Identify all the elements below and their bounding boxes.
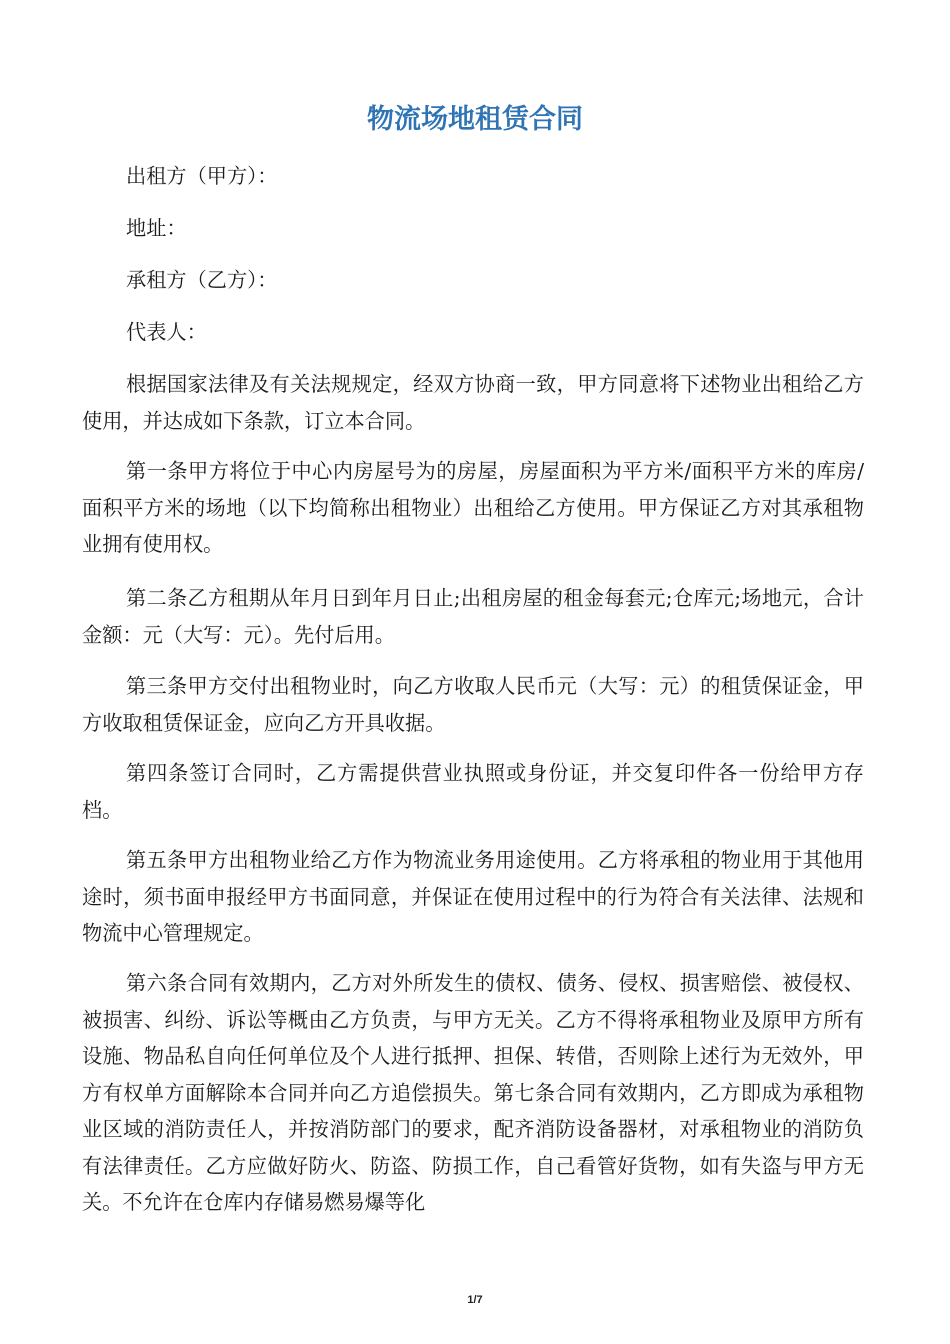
lessor-field: 出租方（甲方）：	[126, 164, 278, 188]
lessee-field: 承租方（乙方）：	[126, 268, 278, 292]
preamble-paragraph: 根据国家法律及有关法规规定，经双方协商一致，甲方同意将下述物业出租给乙方使用，并达成如下条款，订立本合同。	[82, 372, 864, 433]
address-field: 地址：	[126, 216, 187, 240]
page-number: 1/7	[467, 1294, 483, 1306]
article-5-paragraph: 第五条甲方出租物业给乙方作为物流业务用途使用。乙方将承租的物业用于其他用途时，须书面申报经甲方书面同意，并保证在使用过程中的行为符合有关法律、法规和物流中心管理规定。	[82, 848, 864, 945]
article-3-paragraph: 第三条甲方交付出租物业时，向乙方收取人民币元（大写：元）的租赁保证金，甲方收取租赁保证金，应向乙方开具收据。	[82, 674, 864, 735]
article-6-paragraph: 第六条合同有效期内，乙方对外所发生的债权、债务、侵权、损害赔偿、被侵权、被损害、纠纷、诉讼等概由乙方负责，与甲方无关。乙方不得将承租物业及原甲方所有设施、物品私自向任何单位及个人进行抵押、担保、转借，否则除上述行为无效外，甲方有权单方面解除本合同并向乙方追偿损失。第七条合同有效期内，乙方即成为承租物业区域的消防责任人，并按消防部门的要求，配齐消防设备器材，对承租物业的消防负有法律责任。乙方应做好防火、防盗、防损工作，自己看管好货物，如有失盗与甲方无关。不允许在仓库内存储易燃易爆等化	[82, 971, 864, 1214]
article-1-paragraph: 第一条甲方将位于中心内房屋号为的房屋，房屋面积为平方米/面积平方米的库房/面积平方米的场地（以下均简称出租物业）出租给乙方使用。甲方保证乙方对其承租物业拥有使用权。	[82, 459, 864, 556]
representative-field: 代表人：	[126, 320, 207, 344]
article-2-paragraph: 第二条乙方租期从年月日到年月日止;出租房屋的租金每套元;仓库元;场地元，合计金额：元（大写：元）。先付后用。	[82, 586, 864, 647]
document-title: 物流场地租赁合同	[367, 104, 583, 135]
article-4-paragraph: 第四条签订合同时，乙方需提供营业执照或身份证，并交复印件各一份给甲方存档。	[82, 761, 864, 822]
